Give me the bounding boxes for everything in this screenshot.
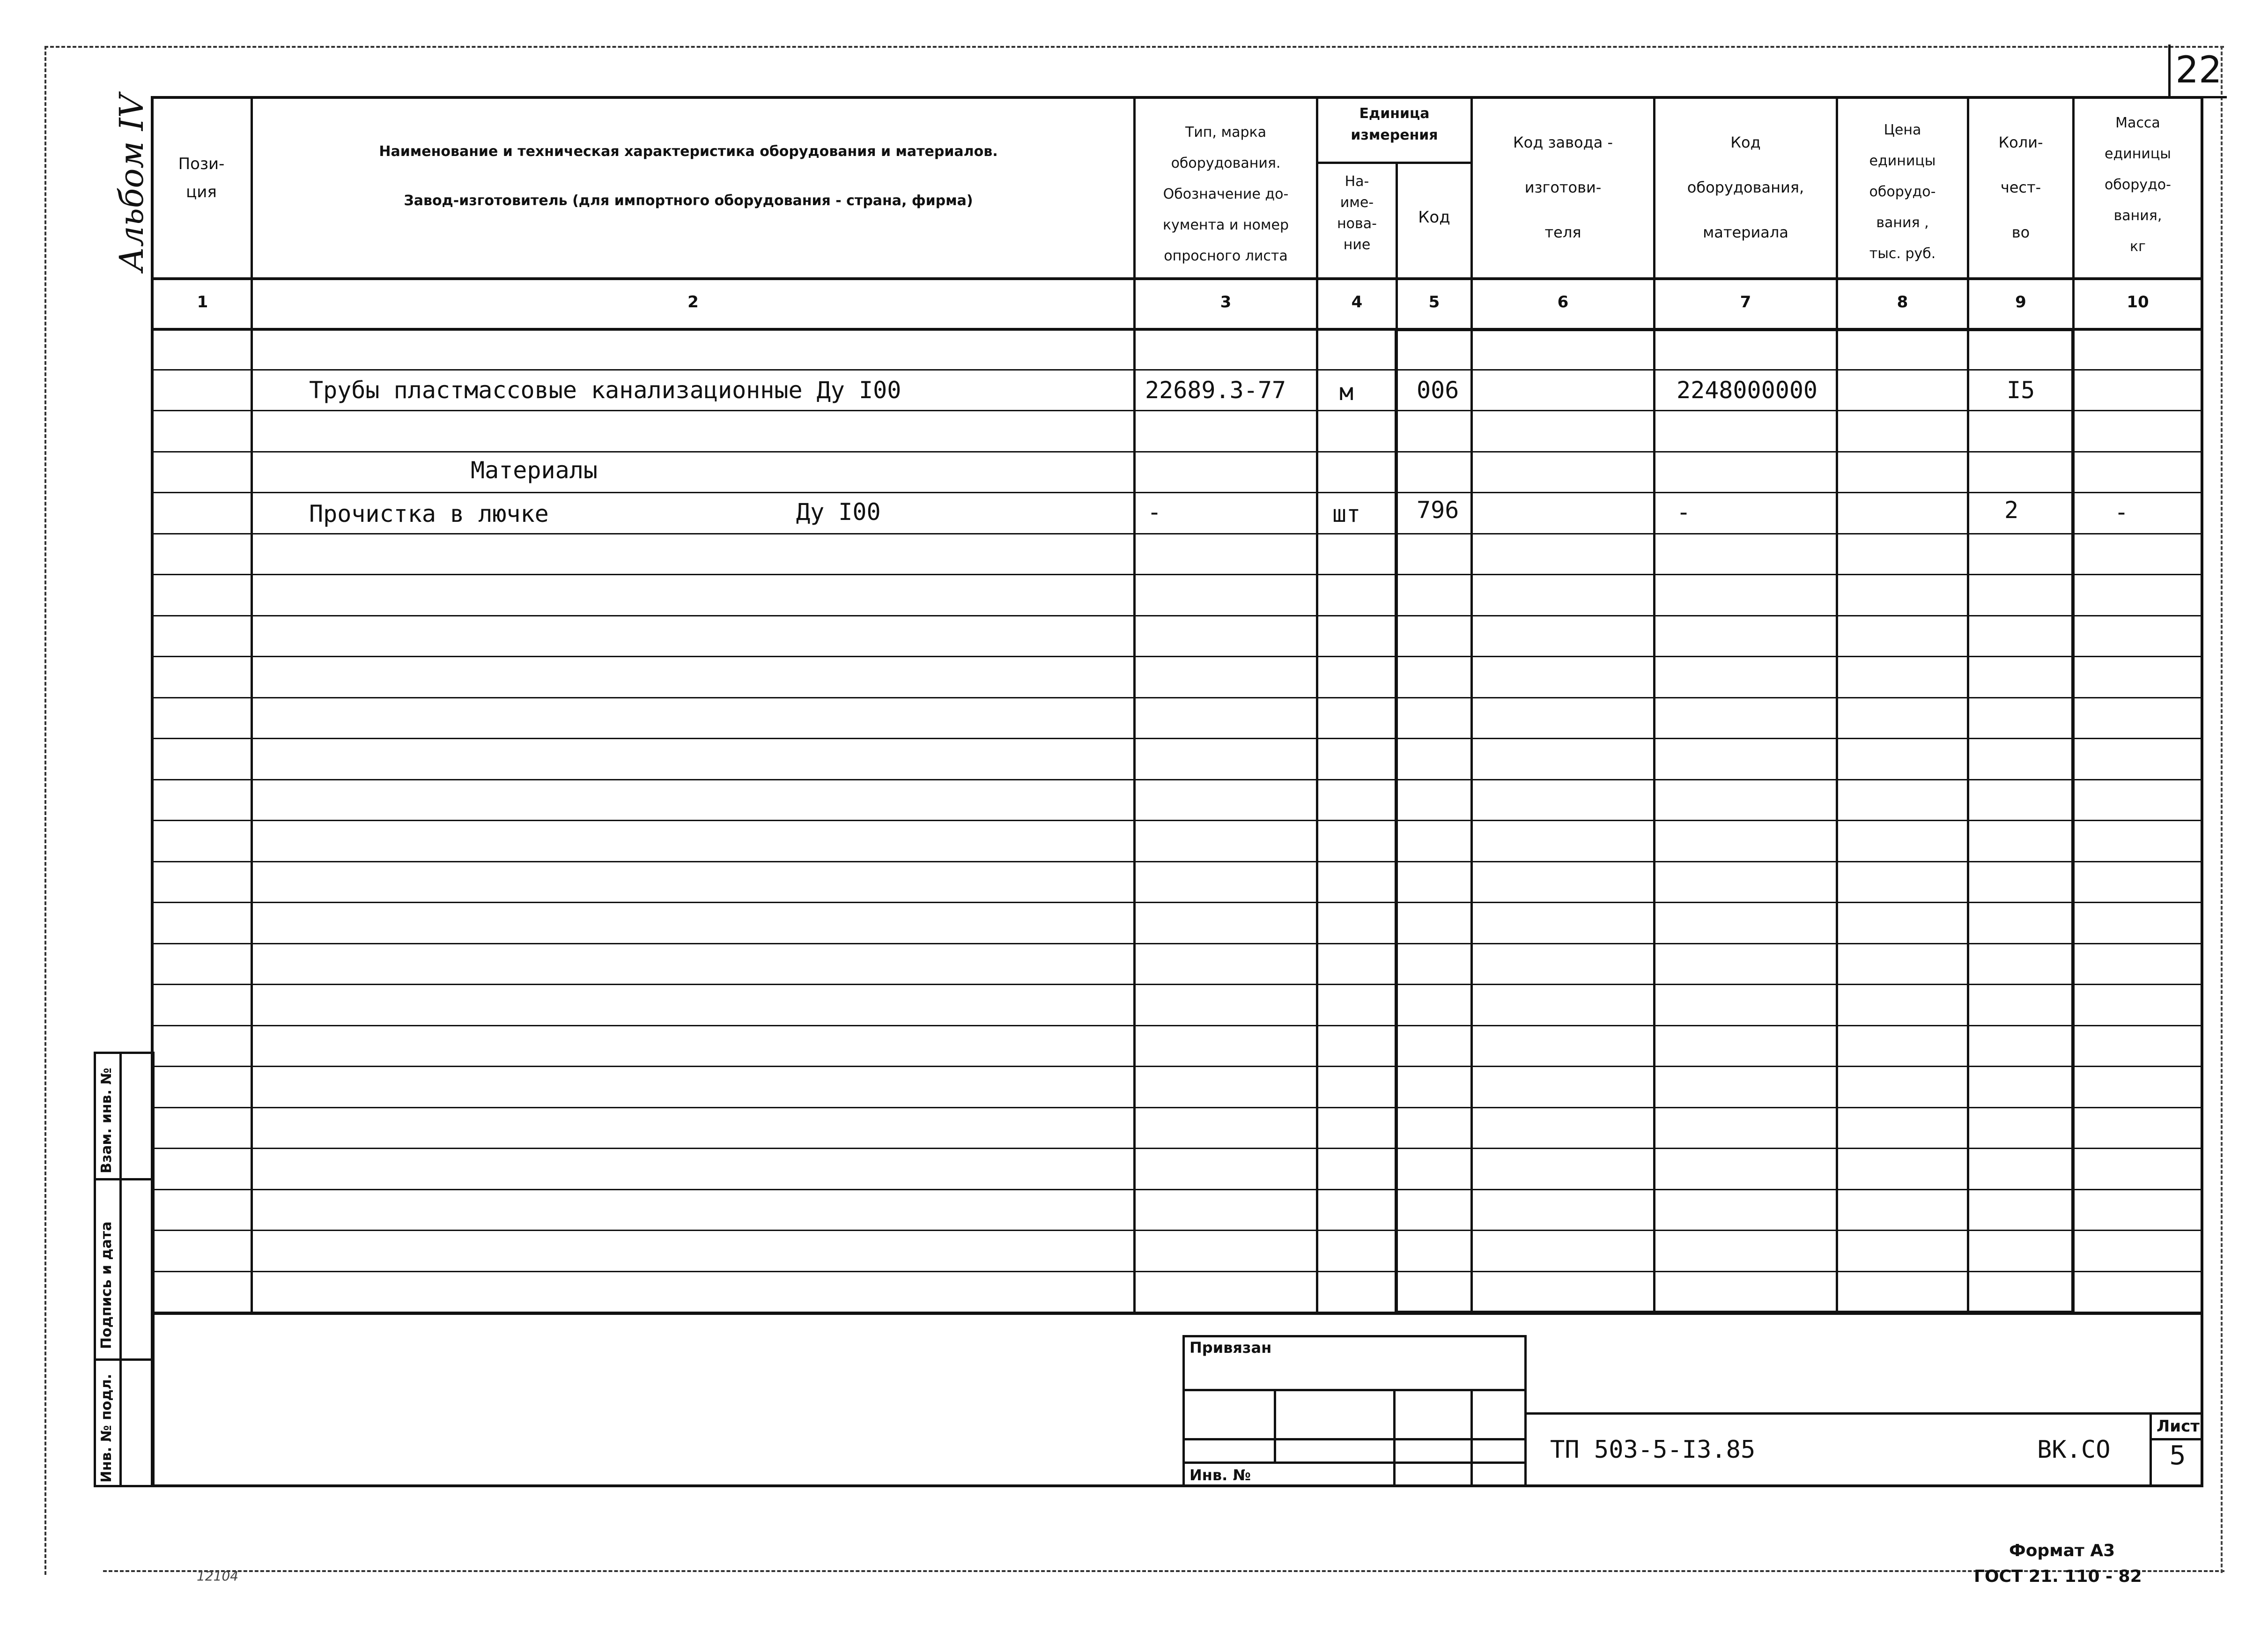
table-row-line: [151, 1271, 2203, 1272]
gost-label: ГОСТ 21. 110 - 82: [1974, 1567, 2142, 1586]
row1-quantity: I5: [2007, 377, 2035, 404]
bottom-dashed-line: [103, 1570, 2224, 1572]
table-row-line: [151, 738, 2203, 739]
table-row-line: [151, 1066, 2203, 1067]
colnum-2: 2: [687, 293, 699, 312]
header-name-line2: Завод-изготовитель (для импортного оборудования - страна, фирма): [404, 193, 973, 209]
table-row-line: [151, 861, 2203, 862]
row1-name: Трубы пластмассовые канализационные Ду I00: [309, 377, 901, 404]
table-row-line: [151, 943, 2203, 944]
row3-name-suffix: Ду I00: [796, 498, 881, 526]
row3-mass: -: [2114, 498, 2129, 526]
header-unit-mass: Масса единицы оборудо- вания, кг: [2105, 115, 2171, 255]
inv-no-label: Инв. №: [1189, 1466, 1251, 1484]
sheet-number: 22: [2175, 49, 2222, 91]
table-row-line: [151, 410, 2203, 411]
header-name-line1: Наименование и техническая характеристика оборудования и материалов.: [379, 143, 998, 160]
header-position: Пози- ция: [178, 155, 225, 201]
table-row-line: [151, 451, 2203, 453]
bottom-left-number: 12104: [197, 1568, 239, 1584]
bound-stamp-box: [1182, 1335, 1527, 1487]
table-row-line: [151, 492, 2203, 493]
row3-type: -: [1147, 498, 1162, 526]
side-stamp-signature-date: Подпись и дата: [98, 1221, 115, 1349]
table-row-line: [151, 615, 2203, 616]
header-unit-group: Единица измерения: [1351, 105, 1438, 143]
table-row-line: [151, 1107, 2203, 1108]
table-row-line: [151, 1189, 2203, 1190]
colnum-3: 3: [1220, 293, 1232, 312]
colnum-7: 7: [1740, 293, 1751, 312]
row3-unit: шт: [1332, 500, 1361, 527]
table-row-line: [151, 902, 2203, 903]
sheet-label: Лист: [2157, 1417, 2200, 1436]
section-materials: Материалы: [471, 457, 598, 484]
table-row-line: [151, 820, 2203, 821]
table-row-line: [151, 1148, 2203, 1149]
table-row-line: [151, 779, 2203, 780]
table-row-line: [151, 656, 2203, 657]
row1-unit: м: [1339, 378, 1354, 406]
format-label: Формат А3: [2009, 1541, 2115, 1560]
colnum-4: 4: [1351, 293, 1363, 312]
row1-equipment-code: 2248000000: [1677, 377, 1818, 404]
header-unit-name: На- име- нова- ние: [1337, 173, 1377, 253]
right-dashed-line: [2221, 46, 2223, 1573]
row1-type: 22689.3-77: [1145, 377, 1286, 404]
row3-quantity: 2: [2004, 497, 2019, 524]
document-mark: ВК.СО: [2037, 1436, 2111, 1464]
header-equipment-code: Код оборудования, материала: [1687, 134, 1804, 241]
table-row-line: [151, 369, 2203, 371]
table-row-line: [151, 533, 2203, 534]
bound-label: Привязан: [1189, 1339, 1272, 1357]
header-type-mark: Тип, марка оборудования. Обозначение до- кумента и номер опросного листа: [1162, 124, 1289, 264]
side-stamp-original-inv: Инв. № подл.: [98, 1373, 115, 1483]
document-code: ТП 503-5-I3.85: [1550, 1436, 1756, 1464]
sheet-value: 5: [2169, 1440, 2186, 1471]
table-row-line: [151, 1230, 2203, 1231]
side-stamp-replaced-inv: Взам. инв. №: [98, 1068, 115, 1173]
colnum-8: 8: [1897, 293, 1908, 312]
colnum-10: 10: [2127, 293, 2149, 312]
header-unit-code: Код: [1418, 208, 1450, 227]
table-row-line: [151, 1025, 2203, 1026]
row3-equipment-code: -: [1677, 498, 1691, 526]
row1-unit-code: 006: [1417, 377, 1459, 404]
table-row-line: [151, 697, 2203, 698]
album-label: Альбом IV: [112, 94, 151, 272]
header-unit-price: Цена единицы оборудо- вания , тыс. руб.: [1869, 122, 1936, 262]
colnum-5: 5: [1428, 293, 1440, 312]
colnum-1: 1: [197, 293, 208, 312]
row3-name: Прочистка в лючке: [309, 500, 549, 527]
colnum-6: 6: [1557, 293, 1569, 312]
colnum-9: 9: [2015, 293, 2026, 312]
table-row-line: [151, 984, 2203, 985]
header-quantity: Коли- чест- во: [1998, 134, 2043, 241]
row3-unit-code: 796: [1417, 497, 1459, 524]
table-row-line: [151, 574, 2203, 575]
header-factory-code: Код завода - изготови- теля: [1513, 134, 1613, 241]
